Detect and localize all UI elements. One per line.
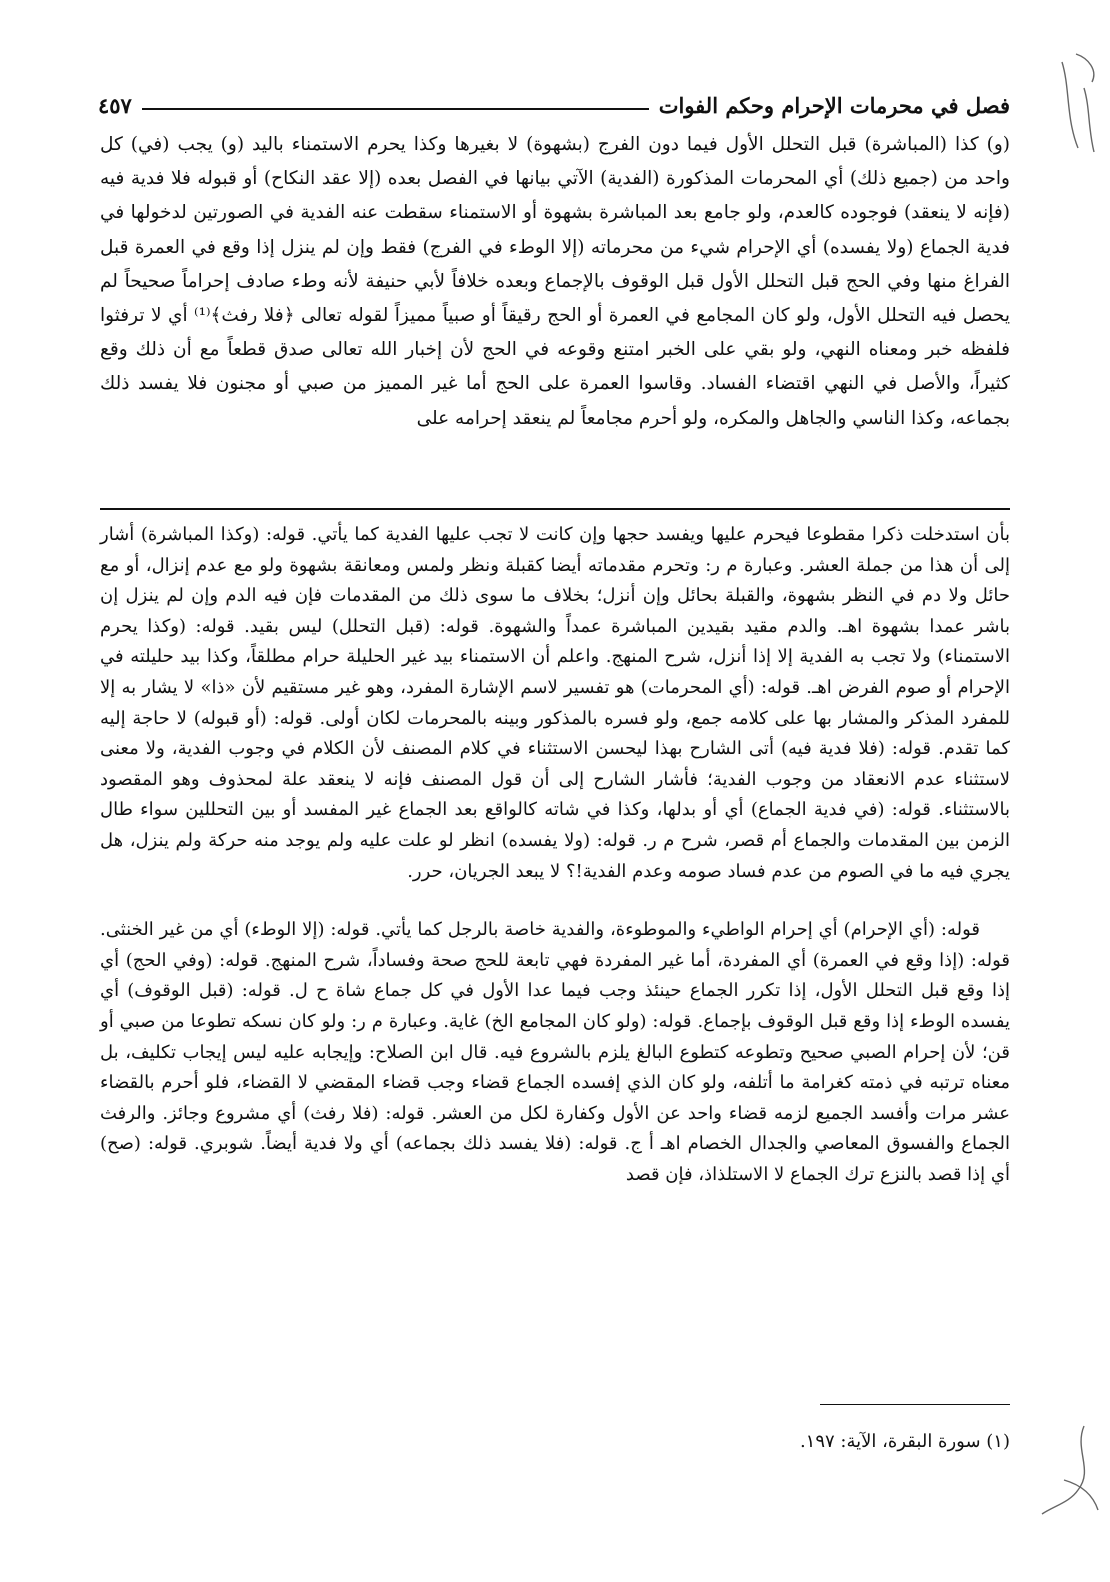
- main-paragraph: (و) كذا (المباشرة) قبل التحلل الأول فيما دون الفرج (بشهوة) لا بغيرها وكذا يحرم الاستمناء باليد (و) يجب (في) كل واحد من (جميع ذلك) أي المحرمات المذكورة (الفدية) الآتي بيانها في الفصل بعده (إلا عقد النكاح) أو قبوله فلا فدية فيه (فإنه لا ينعقد) فوجوده كالعدم، ولو جامع بعد المباشرة بشهوة أو الاستمناء سقطت عنه الفدية في الصورتين لدخولها في فدية الجماع (ولا يفسده) أي الإحرام شيء من محرماته (إلا الوطء في الفرج) فقط وإن لم ينزل إذا وقع في العمرة قبل الفراغ منها وفي الحج قبل التحلل الأول قبل الوقوف بالإجماع وبعده خلافاً لأبي حنيفة لأنه وطء صادف إحراماً صحيحاً لم يحصل فيه التحلل الأول، ولو كان المجامع في العمرة أو الحج رقيقاً أو صبياً مميزاً لقوله تعالى ﴿فلا رفث﴾⁽¹⁾ أي لا ترفثوا فلفظه خبر ومعناه النهي، ولو بقي على الخبر امتنع وقوعه في الحج لأن إخبار الله تعالى صدق قطعاً مع أن ذلك وقع كثيراً، والأصل في النهي اقتضاء الفساد. وقاسوا العمرة على الحج أما غير المميز من صبي أو مجنون فلا يفسد ذلك بجماعه، وكذا الناسي والجاهل والمكره، ولو أحرم مجامعاً لم ينعقد إحرامه على: [100, 134, 1010, 429]
- main-text-block: [100, 128, 1010, 436]
- footnote: (١) سورة البقرة، الآية: ١٩٧.: [799, 1431, 1010, 1452]
- margin-scribble-bottom: [1034, 1420, 1104, 1520]
- header-rule: [142, 108, 649, 110]
- running-header: [98, 86, 1010, 118]
- commentary-paragraph-2: قوله: (أي الإحرام) أي إحرام الواطيء والموطوءة، والفدية خاصة بالرجل كما يأتي. قوله: (إلا الوطء) أي من غير الخنثى. قوله: (إذا وقع في العمرة) أي المفردة، أما غير المفردة فهي تابعة للحج صحة وفساداً، شرح المنهج. قوله: (وفي الحج) أي إذا وقع قبل التحلل الأول، إذا تكرر الجماع حينئذ وجب فيما عدا الأول في كل جماع شاة ح ل. قوله: (قبل الوقوف) أي يفسده الوطء إذا وقع قبل الوقوف بإجماع. قوله: (ولو كان المجامع الخ) غاية. وعبارة م ر: ولو كان نسكه تطوعا من صبي أو قن؛ لأن إحرام الصبي صحيح وتطوعه كتطوع البالغ يلزم بالشروع فيه. قال ابن الصلاح: وإيجابه عليه ليس إيجاب تكليف، بل معناه ترتبه في ذمته كغرامة ما أتلفه، ولو كان الذي إفسده الجماع قضاء وجب قضاء المقضي لا القضاء، فلو أحرم بالقضاء عشر مرات وأفسد الجميع لزمه قضاء واحد عن الأول وكفارة لكل من العشر. قوله: (فلا رفث) أي مشروع وجائز. والرفث الجماع والفسوق المعاصي والجدال الخصام اهـ أ ج. قوله: (فلا يفسد ذلك بجماعه) أي ولا فدية أيضاً. شوبري. قوله: (صح) أي إذا قصد بالنزع ترك الجماع لا الاستلذاذ، فإن قصد: [100, 919, 1011, 1185]
- margin-scribble-top: [1048, 48, 1104, 158]
- text-separator-rule: [100, 508, 1010, 510]
- commentary-block: [100, 520, 1010, 1190]
- commentary-paragraph-1: بأن استدخلت ذكرا مقطوعا فيحرم عليها ويفسد حجها وإن كانت لا تجب عليها الفدية كما يأتي. قوله: (وكذا المباشرة) أشار إلى أن هذا من جملة العشر. وعبارة م ر: وتحرم مقدماته أيضا كقبلة ونظر ولمس ومعانقة بشهوة ولو مع عدم إنزال، أو مع حائل ولا دم في النظر بشهوة، والقبلة بحائل وإن أنزل؛ بخلاف ما سوى ذلك من المقدمات فإن فيه الدم وإن لم ينزل إن باشر عمدا بشهوة اهـ. والدم مقيد بقيدين المباشرة عمداً والشهوة. قوله: (قبل التحلل) ليس بقيد. قوله: (وكذا يحرم الاستمناء) ولا تجب به الفدية إلا إذا أنزل، شرح المنهج. واعلم أن الاستمناء بيد غير الحليلة حرام مطلقاً، وكذا بيد حليلته في الإحرام أو صوم الفرض اهـ. قوله: (أي المحرمات) هو تفسير لاسم الإشارة المفرد، وهو غير مستقيم لأن «ذا» لا يشار به إلا للمفرد المذكر والمشار بها على كلامه جمع، ولو فسره بالمذكور وبينه بالمحرمات لكان أولى. قوله: (أو قبوله) لا حاجة إليه كما تقدم. قوله: (فلا فدية فيه) أتى الشارح بهذا ليحسن الاستثناء في كلام المصنف لأن الكلام في وجوب الفدية، ولا معنى لاستثناء عدم الانعقاد من وجوب الفدية؛ فأشار الشارح إلى أن قول المصنف فإنه لا ينعقد علة لمحذوف وهو المقصود بالاستثناء. قوله: (في فدية الجماع) أي أو بدلها، وكذا في شاته كالواقع بعد الجماع غير المفسد أو بين التحللين سواء طال الزمن بين المقدمات والجماع أم قصر، شرح م ر. قوله: (ولا يفسده) انظر لو علت عليه ولم يوجد منه حركة ولم ينزل، هل يجري فيه ما في الصوم من عدم فساد صومه وعدم الفدية!؟ لا يبعد الجريان، حرر.: [100, 524, 1010, 882]
- footnote-rule: [820, 1404, 1010, 1405]
- page-number: ٤٥٧: [98, 93, 132, 118]
- chapter-title: فصل في محرمات الإحرام وحكم الفوات: [658, 93, 1010, 118]
